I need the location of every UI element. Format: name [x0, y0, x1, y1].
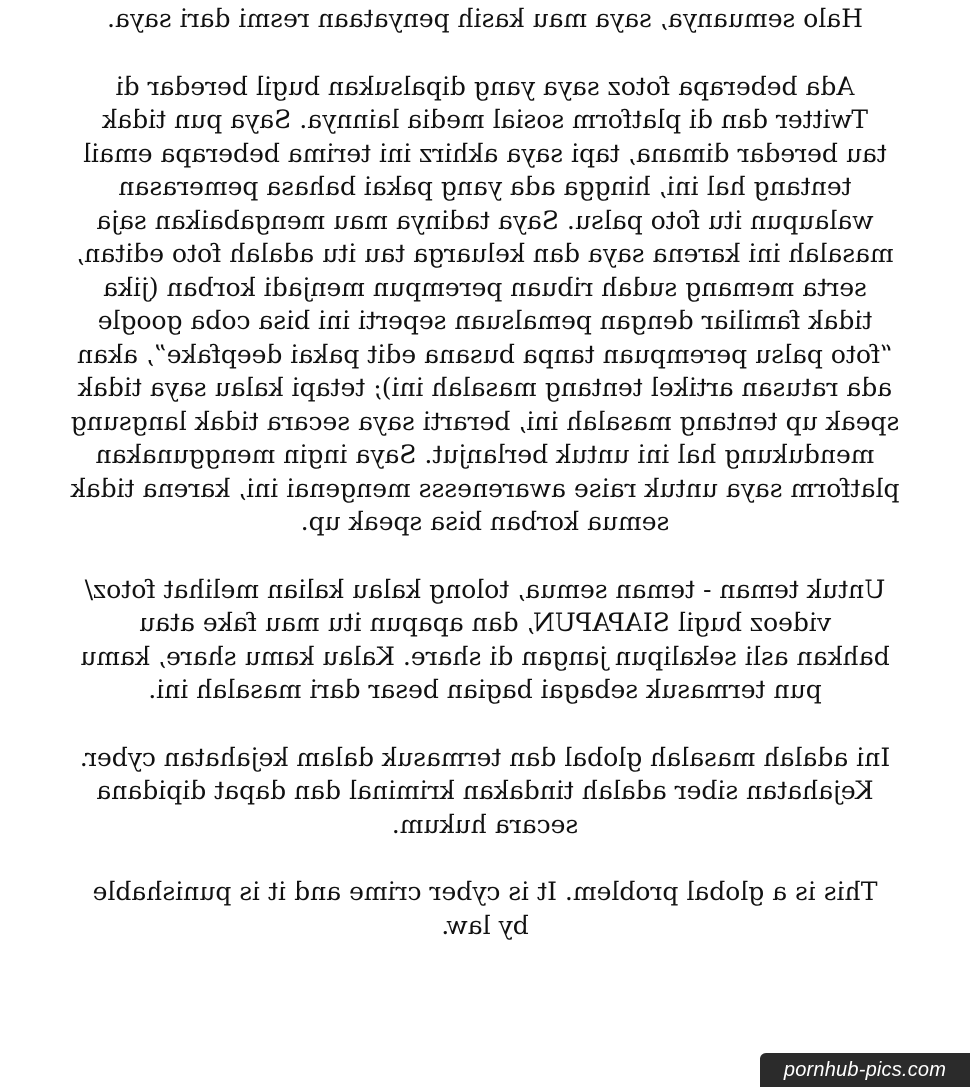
text-line: This is a global problem. It is cyber crime and it is punishable — [92, 877, 878, 906]
text-line: secara hukum. — [391, 809, 579, 839]
text-line: ada ratusan artikel tentang masalah ini); tetapi kalau saya tidak — [77, 373, 893, 402]
text-line: Kejahatan siber adalah tindakan kriminal dan dapat dipidana — [96, 776, 874, 805]
text-line: Ini adalah masalah global dan termasuk dalam kejahatan cyber. — [79, 742, 891, 772]
text-line: platform saya untuk raise awarenesss mengenai ini, karena tidak — [70, 473, 900, 503]
paragraph-cybercrime-id — [40, 741, 930, 842]
text-line: Halo semuanya, saya mau kasih penyataan resmi dari saya. — [107, 4, 863, 33]
text-line: Twitter dan di platform sosial media lainnya. Saya pun tidak — [102, 105, 868, 134]
text-line: serta memang sudah ribuan perempun menjadi korban (jika — [103, 272, 867, 302]
text-line: masalah ini karena saya dan keluarga tau itu adalah foto editan, — [76, 239, 894, 268]
text-line: bahkan asli sekalipun jangan di share. Kalau kamu share, kamu — [80, 641, 890, 671]
text-line: tau beredar dimana, tapi saya akhirz ini terima beberapa email — [83, 138, 887, 168]
text-line: videoz bugil SIAPAPUN, dan apapun itu mau fake atau — [138, 608, 832, 637]
paragraph-cybercrime-en — [40, 875, 930, 942]
paragraph-explanation — [40, 70, 930, 539]
text-line: Untuk teman - teman semua, tolong kalau kalian melihat fotoz/ — [84, 574, 886, 604]
text-line: mendukung hal ini untuk berlanjut. Saya ingin menggunakan — [95, 440, 875, 469]
text-line: tidak familiar dengan pemalsuan seperti ini bisa coba google — [97, 306, 873, 335]
text-line: speak up tentang masalah ini, berarti saya secara tidak langsung — [70, 406, 900, 436]
mirrored-statement — [40, 2, 930, 976]
text-line: tentang hal ini, hingga ada yang pakai bahasa pemerasan — [118, 172, 852, 201]
text-line: Ada beberapa fotoz saya yang dipalsukan bugil beredar di — [115, 71, 855, 101]
text-line: walaupun itu foto palsu. Saya tadinya mau mengabaikan saja — [96, 205, 874, 235]
paragraph-request — [40, 573, 930, 707]
text-line: “foto palsu perempuan tanpa busana edit pakai deepfake”, akan — [76, 339, 894, 369]
site-watermark: pornhub-pics.com — [760, 1053, 970, 1087]
paragraph-greeting — [40, 2, 930, 36]
text-line: by law. — [441, 910, 529, 940]
text-line: pun termasuk sebagai bagian besar dari masalah ini. — [148, 675, 822, 704]
text-line: semua korban bisa speak up. — [300, 507, 670, 536]
